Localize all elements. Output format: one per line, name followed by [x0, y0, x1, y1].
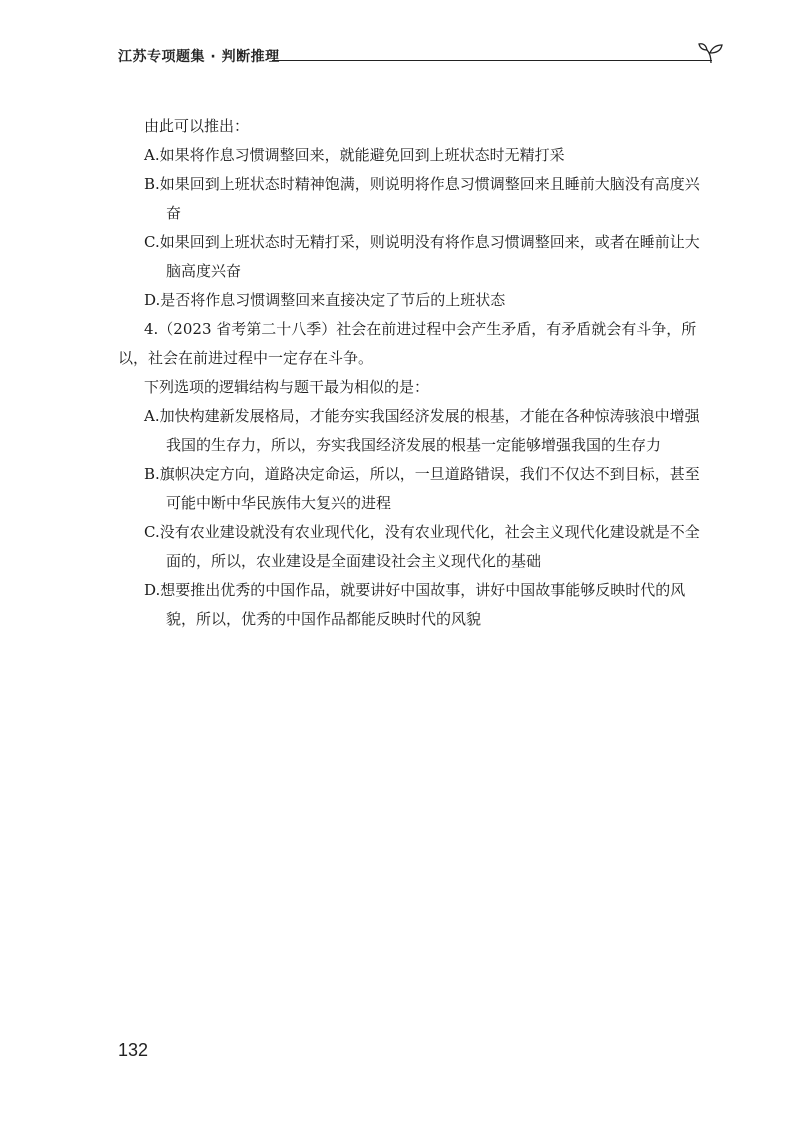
q4-prompt: 下列选项的逻辑结构与题干最为相似的是： — [144, 378, 430, 396]
q3-option-c — [118, 228, 708, 286]
option-letter: B. — [144, 175, 160, 193]
running-title: 江苏专项题集 · 判断推理 — [118, 49, 280, 65]
option-text: 旗帜决定方向，道路决定命运，所以，一旦道路错误，我们不仅达不到目标，甚至可能中断中华民族伟大复兴的进程 — [159, 465, 700, 512]
option-letter: A. — [144, 146, 160, 164]
option-text: 加快构建新发展格局，才能夯实我国经济发展的根基，才能在各种惊涛骇浪中增强我国的生存力，所以，夯实我国经济发展的根基一定能够增强我国的生存力 — [159, 407, 700, 454]
q3-option-a — [118, 141, 708, 170]
q4-option-b — [118, 460, 708, 518]
option-letter: D. — [144, 291, 161, 309]
q4-option-d — [118, 576, 708, 634]
page-content — [118, 112, 708, 634]
q4-option-a — [118, 402, 708, 460]
q4-stem: 4.（2023 省考第二十八季）社会在前进过程中会产生矛盾，有矛盾就会有斗争，所以，社会在前进过程中一定存在斗争。 — [118, 320, 697, 367]
option-letter: C. — [144, 233, 160, 251]
q3-prompt: 由此可以推出： — [144, 117, 250, 135]
page-header — [118, 42, 718, 72]
option-text: 如果回到上班状态时精神饱满，则说明将作息习惯调整回来且睡前大脑没有高度兴奋 — [159, 175, 700, 222]
sprout-icon — [698, 42, 724, 64]
option-text: 是否将作息习惯调整回来直接决定了节后的上班状态 — [160, 291, 506, 309]
option-letter: B. — [144, 465, 160, 483]
option-letter: D. — [144, 581, 161, 599]
option-text: 如果将作息习惯调整回来，就能避免回到上班状态时无精打采 — [159, 146, 565, 164]
header-rule — [272, 60, 712, 61]
q3-option-d — [118, 286, 708, 315]
q3-option-b — [118, 170, 708, 228]
option-text: 如果回到上班状态时无精打采，则说明没有将作息习惯调整回来，或者在睡前让大脑高度兴奋 — [159, 233, 700, 280]
option-text: 没有农业建设就没有农业现代化，没有农业现代化，社会主义现代化建设就是不全面的，所以，农业建设是全面建设社会主义现代化的基础 — [159, 523, 700, 570]
option-letter: A. — [144, 407, 160, 425]
page-number: 132 — [118, 1040, 149, 1060]
q4-option-c — [118, 518, 708, 576]
option-letter: C. — [144, 523, 160, 541]
option-text: 想要推出优秀的中国作品，就要讲好中国故事，讲好中国故事能够反映时代的风貌，所以，优秀的中国作品都能反映时代的风貌 — [160, 581, 686, 628]
